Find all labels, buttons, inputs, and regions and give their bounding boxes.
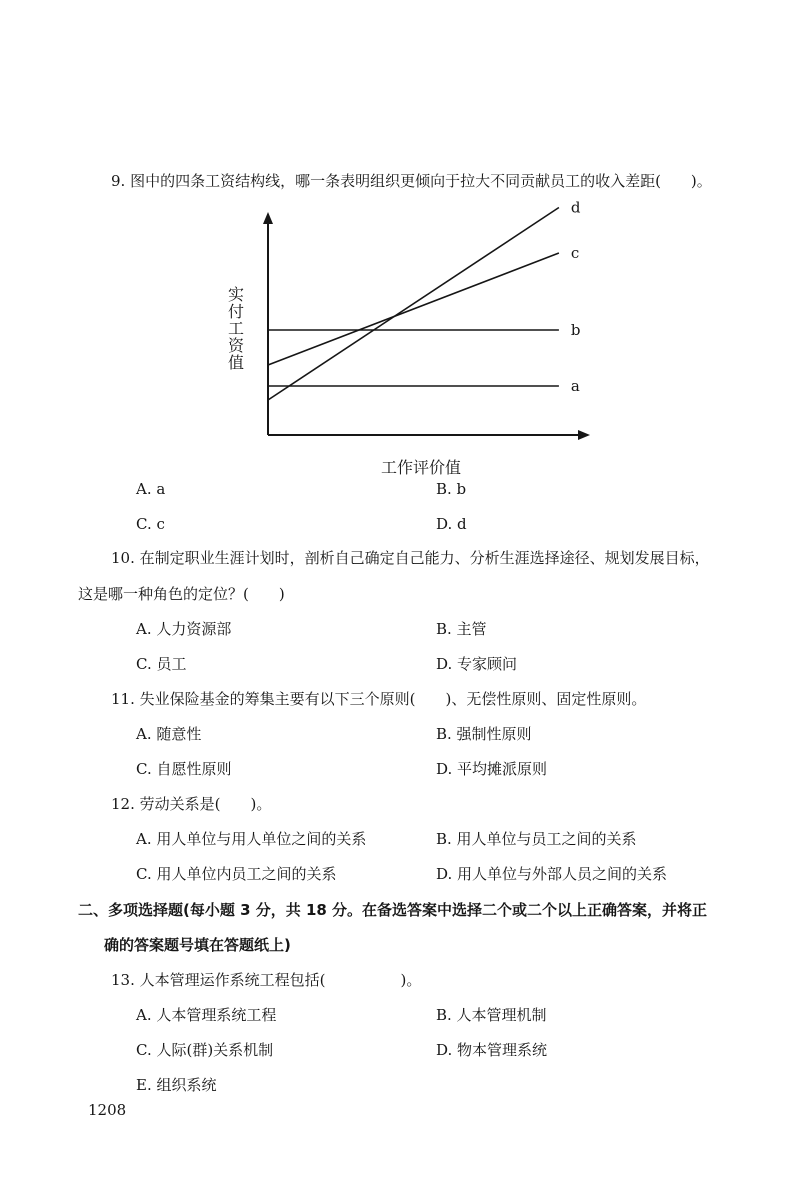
q12-stem: 12. 劳动关系是( )。 xyxy=(111,795,272,813)
q12-option-a: A. 用人单位与用人单位之间的关系 xyxy=(136,830,367,848)
section2-heading-line1: 二、多项选择题(每小题 3 分，共 18 分。在备选答案中选择二个或二个以上正确答案，并将正 xyxy=(78,901,708,919)
x-axis-arrow xyxy=(578,430,590,440)
q9-option-d: D. d xyxy=(436,515,467,533)
q12-option-d: D. 用人单位与外部人员之间的关系 xyxy=(436,865,668,883)
q12-option-b: B. 用人单位与员工之间的关系 xyxy=(436,830,637,848)
q9-option-c: C. c xyxy=(136,515,165,533)
section2-heading-line2: 确的答案题号填在答题纸上) xyxy=(104,936,291,954)
q10-option-d: D. 专家顾问 xyxy=(436,655,518,673)
q9-option-b: B. b xyxy=(436,480,467,498)
q10-stem-line1: 10. 在制定职业生涯计划时，剖析自己确定自己能力、分析生涯选择途径、规划发展目标， xyxy=(111,549,710,567)
q13-option-c: C. 人际(群)关系机制 xyxy=(136,1041,274,1059)
q11-option-a: A. 随意性 xyxy=(136,725,202,743)
q9-stem: 9. 图中的四条工资结构线，哪一条表明组织更倾向于拉大不同贡献员工的收入差距( )。 xyxy=(111,172,712,190)
q13-option-e: E. 组织系统 xyxy=(136,1076,217,1094)
q10-option-a: A. 人力资源部 xyxy=(136,620,232,638)
series-line-c xyxy=(268,253,559,365)
x-axis-label: 工作评价值 xyxy=(380,458,462,477)
series-label-a: a xyxy=(570,377,580,395)
q10-option-c: C. 员工 xyxy=(136,655,187,673)
q13-option-d: D. 物本管理系统 xyxy=(436,1041,548,1059)
q11-stem: 11. 失业保险基金的筹集主要有以下三个原则( )、无偿性原则、固定性原则。 xyxy=(111,690,647,708)
q11-option-d: D. 平均摊派原则 xyxy=(436,760,548,778)
series-line-d xyxy=(268,208,559,401)
q11-option-c: C. 自愿性原则 xyxy=(136,760,232,778)
q11-option-b: B. 强制性原则 xyxy=(436,725,532,743)
page-number: 1208 xyxy=(88,1101,127,1119)
q9-option-a: A. a xyxy=(136,480,166,498)
chart-lines xyxy=(268,208,559,401)
y-axis-label: 实付工资值 xyxy=(227,285,245,372)
q10-option-b: B. 主管 xyxy=(436,620,487,638)
series-label-b: b xyxy=(570,321,581,339)
q13-option-b: B. 人本管理机制 xyxy=(436,1006,547,1024)
q13-option-a: A. 人本管理系统工程 xyxy=(136,1006,277,1024)
q12-option-c: C. 用人单位内员工之间的关系 xyxy=(136,865,337,883)
series-label-c: c xyxy=(570,244,580,262)
wage-structure-chart xyxy=(200,200,620,490)
q10-stem-line2: 这是哪一种角色的定位？( ) xyxy=(78,585,285,603)
chart-axes xyxy=(263,212,590,440)
y-axis-arrow xyxy=(263,212,273,224)
series-label-d: d xyxy=(570,200,581,217)
q13-stem: 13. 人本管理运作系统工程包括( )。 xyxy=(111,971,422,989)
